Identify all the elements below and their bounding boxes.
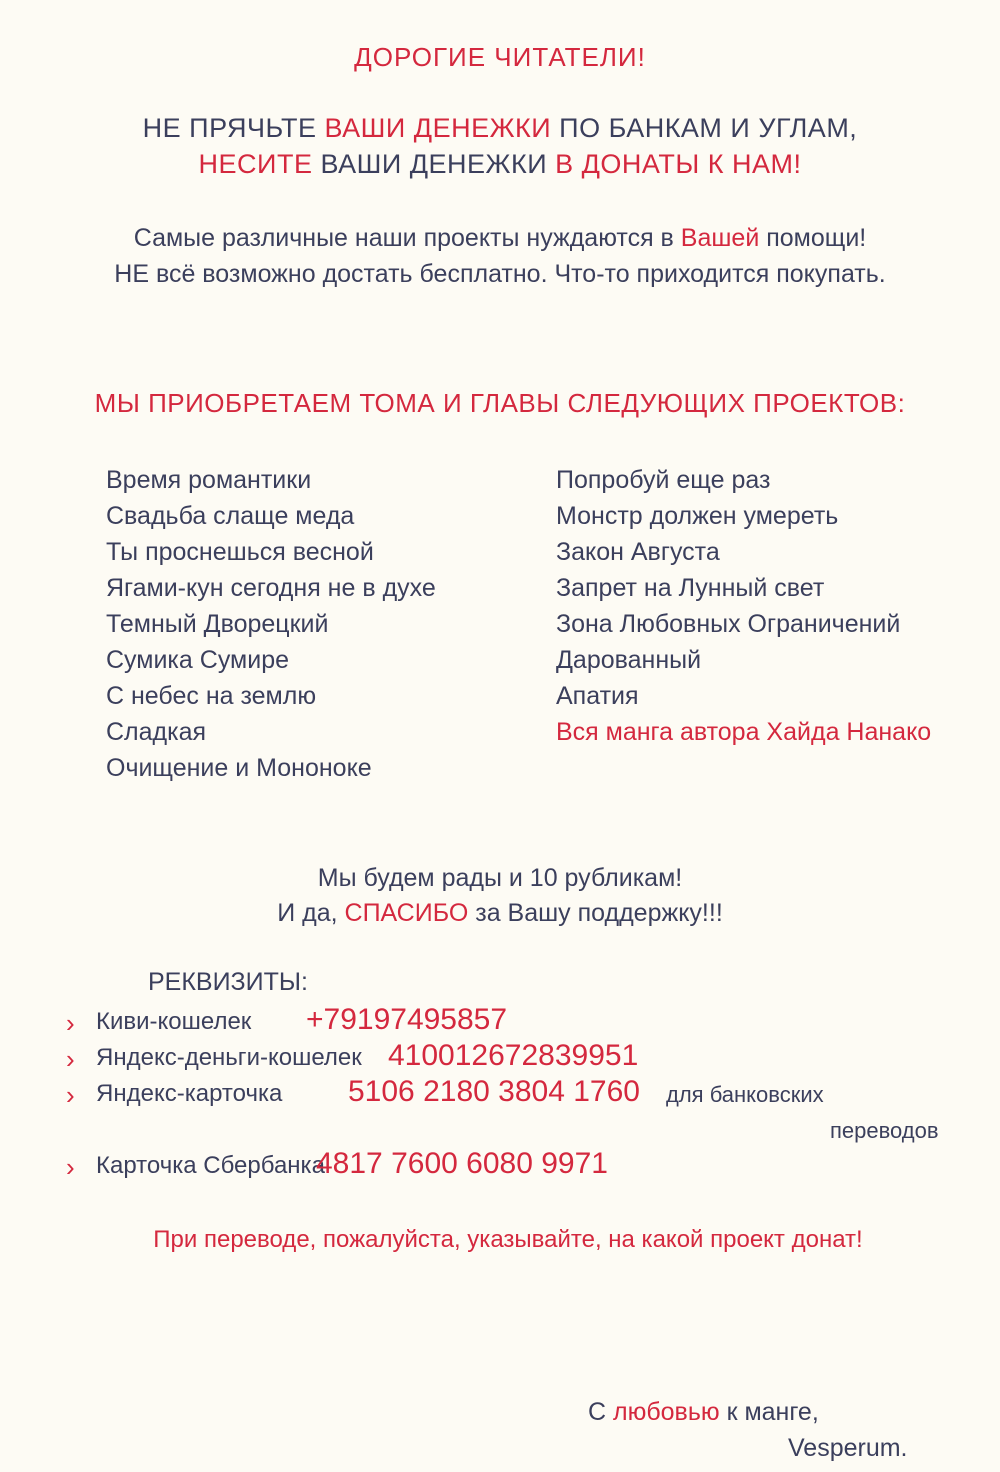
requisite-value: 5106 2180 3804 1760 — [348, 1075, 640, 1108]
requisite-label: Киви-кошелек — [96, 1008, 252, 1035]
requisite-value: +79197495857 — [306, 1003, 508, 1036]
requisite-label: Яндекс-карточка — [96, 1080, 283, 1107]
project-item: Ягами-кун сегодня не в духе — [106, 574, 436, 602]
arrow-right-icon: › — [66, 1008, 75, 1038]
signature-1-part-a: С — [588, 1398, 613, 1426]
project-item: Время романтики — [106, 466, 312, 494]
arrow-right-icon: › — [66, 1152, 75, 1182]
requisite-value: 4817 7600 6080 9971 — [316, 1147, 608, 1180]
project-item: Зона Любовных Ограничений — [556, 610, 901, 638]
project-item: Сладкая — [106, 718, 207, 746]
project-item: Очищение и Мононоке — [106, 754, 372, 782]
project-item: Темный Дворецкий — [106, 610, 329, 638]
thanks-line-2 — [0, 899, 1000, 928]
thanks-2-part-c: за Вашу поддержку!!! — [468, 899, 723, 927]
signature-1-part-b: любовью — [613, 1398, 720, 1426]
signature-line-1 — [588, 1398, 819, 1427]
thanks-2-part-a: И да, — [277, 899, 345, 927]
project-item-highlight: Вся манга автора Хайда Нанако — [556, 718, 932, 746]
intro-line-1 — [0, 224, 1000, 253]
page-heading: ДОРОГИЕ ЧИТАТЕЛИ! — [354, 42, 646, 72]
slogan-1-part-b: ВАШИ ДЕНЕЖКИ — [324, 113, 552, 143]
projects-left-column — [106, 462, 436, 786]
requisite-row-sberbank — [0, 1147, 1000, 1188]
thanks-line-1: Мы будем рады и 10 рубликам! — [317, 864, 683, 892]
slogan-1-part-a: НЕ ПРЯЧЬТЕ — [142, 113, 325, 143]
slogan-line-2 — [0, 149, 1000, 180]
slogan-1-part-c: ПО БАНКАМ И УГЛАМ, — [551, 113, 858, 143]
project-item: Апатия — [556, 682, 639, 710]
intro-1-part-b: Вашей — [680, 224, 760, 252]
requisite-note: для банковских — [666, 1082, 824, 1107]
project-item: Запрет на Лунный свет — [556, 574, 825, 602]
slogan-2-part-a: НЕСИТЕ — [198, 149, 313, 179]
requisite-note: переводов — [830, 1118, 939, 1143]
transfer-note: При переводе, пожалуйста, указывайте, на какой проект донат! — [153, 1226, 863, 1253]
slogan-line-1 — [0, 113, 1000, 144]
project-item: Сумика Сумире — [106, 646, 289, 674]
project-item: Ты проснешься весной — [106, 538, 374, 566]
project-item: Дарованный — [556, 646, 702, 674]
project-item: С небес на землю — [106, 682, 317, 710]
signature-1-part-c: к манге, — [719, 1398, 819, 1426]
slogan-2-part-c: В ДОНАТЫ К НАМ! — [555, 149, 802, 179]
arrow-right-icon: › — [66, 1080, 75, 1110]
intro-1-part-c: помощи! — [759, 224, 867, 252]
project-item: Свадьба слаще меда — [106, 502, 355, 530]
intro-line-2: НЕ всё возможно достать бесплатно. Что-то приходится покупать. — [114, 260, 886, 288]
slogan-2-part-b: ВАШИ ДЕНЕЖКИ — [312, 149, 556, 179]
requisite-value: 410012672839951 — [388, 1039, 639, 1072]
requisites-title: РЕКВИЗИТЫ: — [148, 968, 308, 996]
projects-right-column — [556, 462, 931, 750]
project-item: Попробуй еще раз — [556, 466, 771, 494]
intro-1-part-a: Самые различные наши проекты нуждаются в — [133, 224, 681, 252]
requisite-label: Карточка Сбербанка — [96, 1152, 325, 1179]
arrow-right-icon: › — [66, 1044, 75, 1074]
requisite-label: Яндекс-деньги-кошелек — [96, 1044, 362, 1071]
projects-title: МЫ ПРИОБРЕТАЕМ ТОМА И ГЛАВЫ СЛЕДУЮЩИХ ПРОЕКТОВ: — [94, 388, 906, 418]
project-item: Монстр должен умереть — [556, 502, 839, 530]
requisite-row-yandex-card — [0, 1075, 1000, 1150]
project-item: Закон Августа — [556, 538, 720, 566]
signature-name: Vesperum. — [788, 1434, 908, 1462]
thanks-2-part-b: СПАСИБО — [344, 899, 469, 927]
